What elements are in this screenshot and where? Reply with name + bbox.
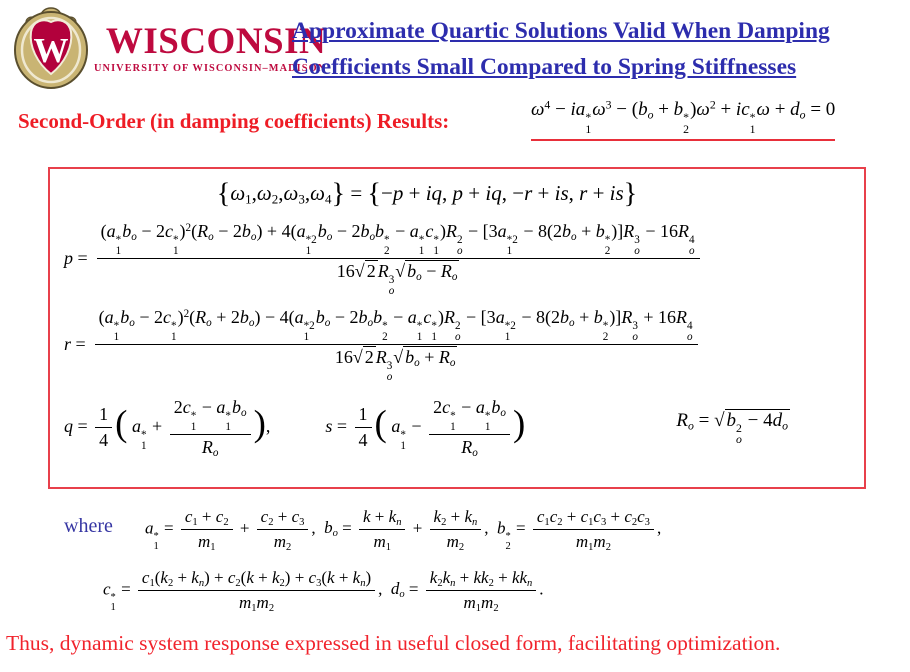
p-equation-lhs: p =	[64, 248, 88, 269]
uw-wordmark: WISCONSIN	[105, 20, 327, 62]
uw-logo	[12, 6, 326, 90]
slide-title	[292, 13, 908, 85]
crest-letter: W	[33, 31, 69, 70]
where-label: where	[64, 515, 113, 537]
r-equation-denominator: 16√ 2 R 3 o √ $b_o + R_o$	[95, 344, 698, 382]
s-equation: s = $\frac{1}{4}$ ( a * 1 − 2c * 1 − a * 1 $b_o$ $R_o$ )	[325, 397, 526, 460]
results-label: Second-Order (in damping coefficients) Results:	[18, 109, 450, 133]
slide-title-line2: Coefficients Small Compared to Spring Stiffnesses	[292, 54, 797, 80]
where-definitions-line1: a * 1 = $\frac{c_1 + c_2}{m_1}$ + $\frac{c_2 + c_3}{m_2}$ , $b_o$ = $\frac{k + k_n}{m_1}$ + $\frac{k_2 + k_n}{m_2}$ , b * 2 = $\frac{c_1c_2 + c_1c_3 + c_2c_3}{m_1m_2}$ ,	[145, 507, 662, 553]
where-definitions-line2: c * 1 = $\frac{c_1(k_2 + k_n) + c_2(k + k_2) + c_3(k + k_n)}{m_1m_2}$ , $d_o$ = $k_2k_n + kk_2 + kk_n$ $m_1m_2$ .	[103, 568, 544, 614]
quartic-equation: $\omega^4$ − ia * 1 $\omega^3 - (b_o + b$ * 2 )$\omega^2$ + ic * 1 $\omega + d_o = 0$	[531, 99, 835, 141]
equation-box	[48, 167, 866, 489]
p-equation-fraction	[97, 221, 700, 297]
r-equation	[64, 307, 701, 383]
p-equation-numerator: (a * 1 $b_o - 2c$ * 1 )$^2(R_o - 2b_o) + 4(a$ *2 1 $b_o - 2b_ob$ * 2 − a * 1 c * 1 )R 2 o − [3a *2 1 − $8(2b_o + b$ * 2 )]R 3 o − 16R 4 o	[100, 221, 695, 257]
uw-crest-icon	[12, 6, 90, 90]
slide-title-line1: Approximate Quartic Solutions Valid When Damping	[292, 18, 830, 44]
r-equation-lhs: r =	[64, 334, 86, 355]
p-equation-denominator: 16√ 2 R 3 o √ $b_o - R_o$	[97, 258, 700, 296]
r-equation-fraction	[95, 307, 698, 383]
Ro-equation: $R_o$ = √ b 2 o − $4d_o$	[676, 409, 788, 447]
r-equation-numerator: (a * 1 $b_o - 2c$ * 1 )$^2(R_o + 2b_o) - 4(a$ *2 1 $b_o - 2b_ob$ * 2 − a * 1 c * 1 )R 2 o − [3a *2 1 − $8(2b_o + b$ * 2 )]R 3 o + 16R 4 o	[98, 307, 693, 343]
q-equation: q = $\frac{1}{4}$ ( a * 1 + 2c * 1 − a * 1 $b_o$ $R_o$ ),	[64, 397, 271, 460]
uw-subline: UNIVERSITY OF WISCONSIN–MADISON	[94, 62, 327, 74]
roots-set-equation: $\{\omega_1,\omega_2,\omega_3,\omega_4\} = \{-p$ + iq, p + iq, −r + is, r + is}	[216, 178, 638, 210]
qs-row	[64, 397, 852, 458]
closing-statement: Thus, dynamic system response expressed in useful closed form, facilitating optimization.	[6, 631, 781, 655]
p-equation	[64, 221, 703, 297]
